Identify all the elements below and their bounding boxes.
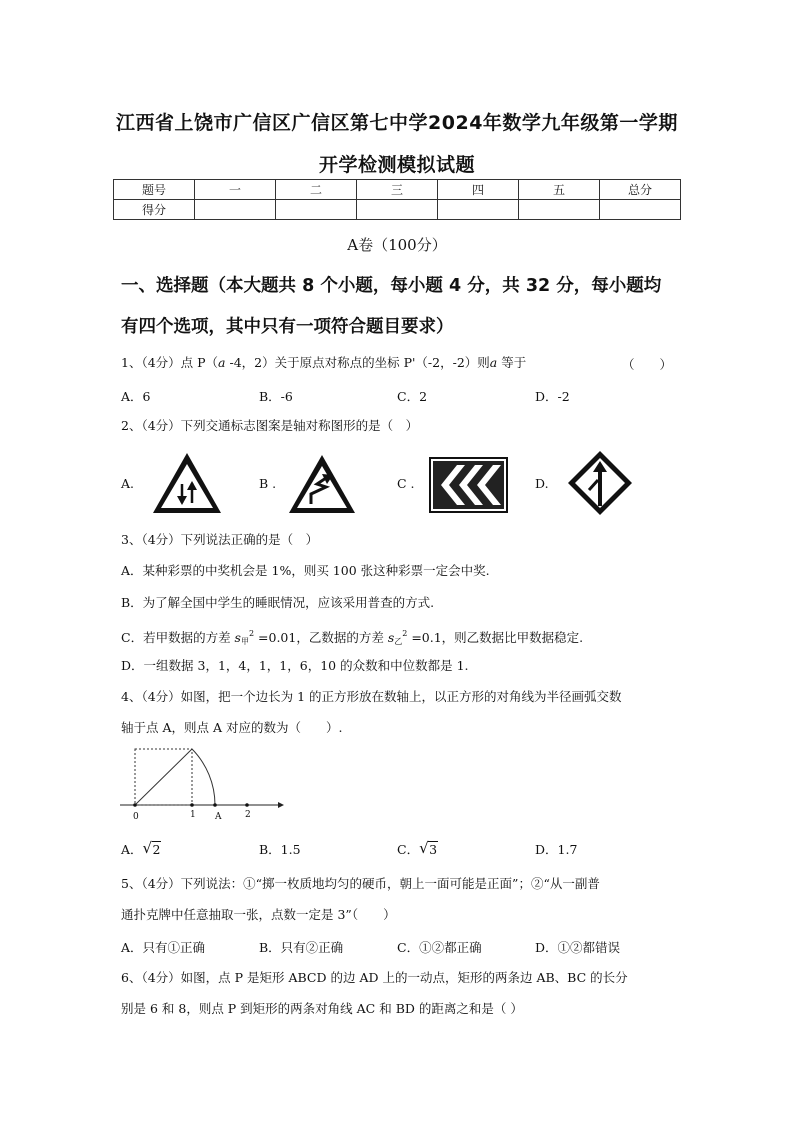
q3-option-b: B．为了解全国中学生的睡眠情况，应该采用普查的方式. [121, 595, 435, 610]
question-1-stem: 1、（4分）点 P（a -4，2）关于原点对称点的坐标 P'（-2，-2）则a 等于 [121, 355, 527, 370]
score-cell [600, 200, 681, 220]
q2-option-b-label: B . [259, 476, 277, 491]
axis-label-0: 0 [133, 812, 139, 822]
q1-option-d: D．-2 [535, 389, 570, 404]
question-4-stem-line1: 4、（4分）如图，把一个边长为 1 的正方形放在数轴上，以正方形的对角线为半径画弧交数 [121, 689, 622, 704]
q1-option-c: C．2 [397, 389, 428, 404]
question-4-stem-line2: 轴于点 A，则点 A 对应的数为（ ）. [121, 720, 343, 735]
chevron-alignment-sign-icon [429, 457, 508, 513]
score-cell [519, 200, 600, 220]
score-header-cell: 五 [519, 180, 600, 200]
q1-option-b: B．-6 [259, 389, 293, 404]
two-way-traffic-sign-icon [151, 451, 223, 515]
question-5-stem-line1: 5、（4分）下列说法：①“掷一枚质地均匀的硬币，朝上一面可能是正面”；②“从一副普 [121, 876, 600, 891]
q3-option-d: D．一组数据 3，1，4，1，1，6，10 的众数和中位数都是 1. [121, 658, 469, 673]
q3-option-c: C．若甲数据的方差 $s_甲^2 =0.01$，乙数据的方差 $s_乙^2 =0.1$，则乙数据比甲数据稳定. [121, 629, 584, 646]
axis-label-1: 1 [190, 810, 196, 820]
question-3-stem: 3、（4分）下列说法正确的是（ ） [121, 532, 319, 547]
sqrt-2: √ 2 [142, 839, 161, 857]
score-cell [195, 200, 276, 220]
question-2-stem: 2、（4分）下列交通标志图案是轴对称图形的是（ ） [121, 418, 419, 433]
winding-road-sign-icon [287, 453, 357, 515]
q5-option-b: B．只有②正确 [259, 940, 344, 955]
score-cell [276, 200, 357, 220]
question-6-stem-line1: 6、（4分）如图，点 P 是矩形 ABCD 的边 AD 上的一动点，矩形的两条边 AB、BC 的长分 [121, 970, 628, 985]
score-header-cell: 一 [195, 180, 276, 200]
score-header-cell: 二 [276, 180, 357, 200]
axis-label-2: 2 [245, 810, 251, 820]
score-table-row [114, 200, 681, 220]
sqrt-3: √ 3 [419, 839, 438, 857]
exam-title-line2: 开学检测模拟试题 [318, 154, 475, 176]
score-cell [438, 200, 519, 220]
score-cell [357, 200, 438, 220]
q4-option-a: A． √ 2 [121, 839, 161, 857]
number-line-square-figure [118, 744, 288, 824]
score-header-cell: 四 [438, 180, 519, 200]
axis-label-a: A [215, 812, 222, 822]
q5-option-c: C．①②都正确 [397, 940, 482, 955]
score-header-cell: 三 [357, 180, 438, 200]
paper-a-label: A卷（100分） [347, 236, 447, 254]
score-row-label: 得分 [114, 200, 195, 220]
merge-lane-sign-icon [567, 450, 633, 516]
question-5-stem-line2: 通扑克牌中任意抽取一张，点数一定是 3”（ ） [121, 907, 396, 922]
question-1-answer-paren: （ ） [622, 357, 673, 372]
q2-option-a-label: A. [121, 476, 135, 491]
q5-option-d: D．①②都错误 [535, 940, 621, 955]
question-6-stem-line2: 别是 6 和 8，则点 P 到矩形的两条对角线 AC 和 BD 的距离之和是（ ） [121, 1001, 523, 1016]
q4-option-c: C． √ 3 [397, 839, 438, 857]
section1-heading-line2: 有四个选项，其中只有一项符合题目要求） [121, 317, 454, 337]
variable-a: a [218, 355, 226, 370]
score-header-cell: 题号 [114, 180, 195, 200]
score-table [113, 179, 681, 220]
q2-option-d-label: D. [535, 476, 549, 491]
q4-option-d: D．1.7 [535, 842, 578, 857]
score-table-header-row [114, 180, 681, 200]
q5-option-a: A．只有①正确 [121, 940, 206, 955]
q3-option-a: A．某种彩票的中奖机会是 1%，则买 100 张这种彩票一定会中奖. [121, 563, 490, 578]
section1-heading-line1: 一、选择题（本大题共 8 个小题，每小题 4 分，共 32 分，每小题均 [121, 276, 662, 296]
q4-option-b: B．1.5 [259, 842, 301, 857]
score-header-cell: 总分 [600, 180, 681, 200]
variable-a: a [489, 355, 498, 370]
q1-option-a: A．6 [121, 389, 151, 404]
exam-title-line1: 江西省上饶市广信区广信区第七中学2024年数学九年级第一学期 [116, 112, 678, 134]
q2-option-c-label: C . [397, 476, 415, 491]
